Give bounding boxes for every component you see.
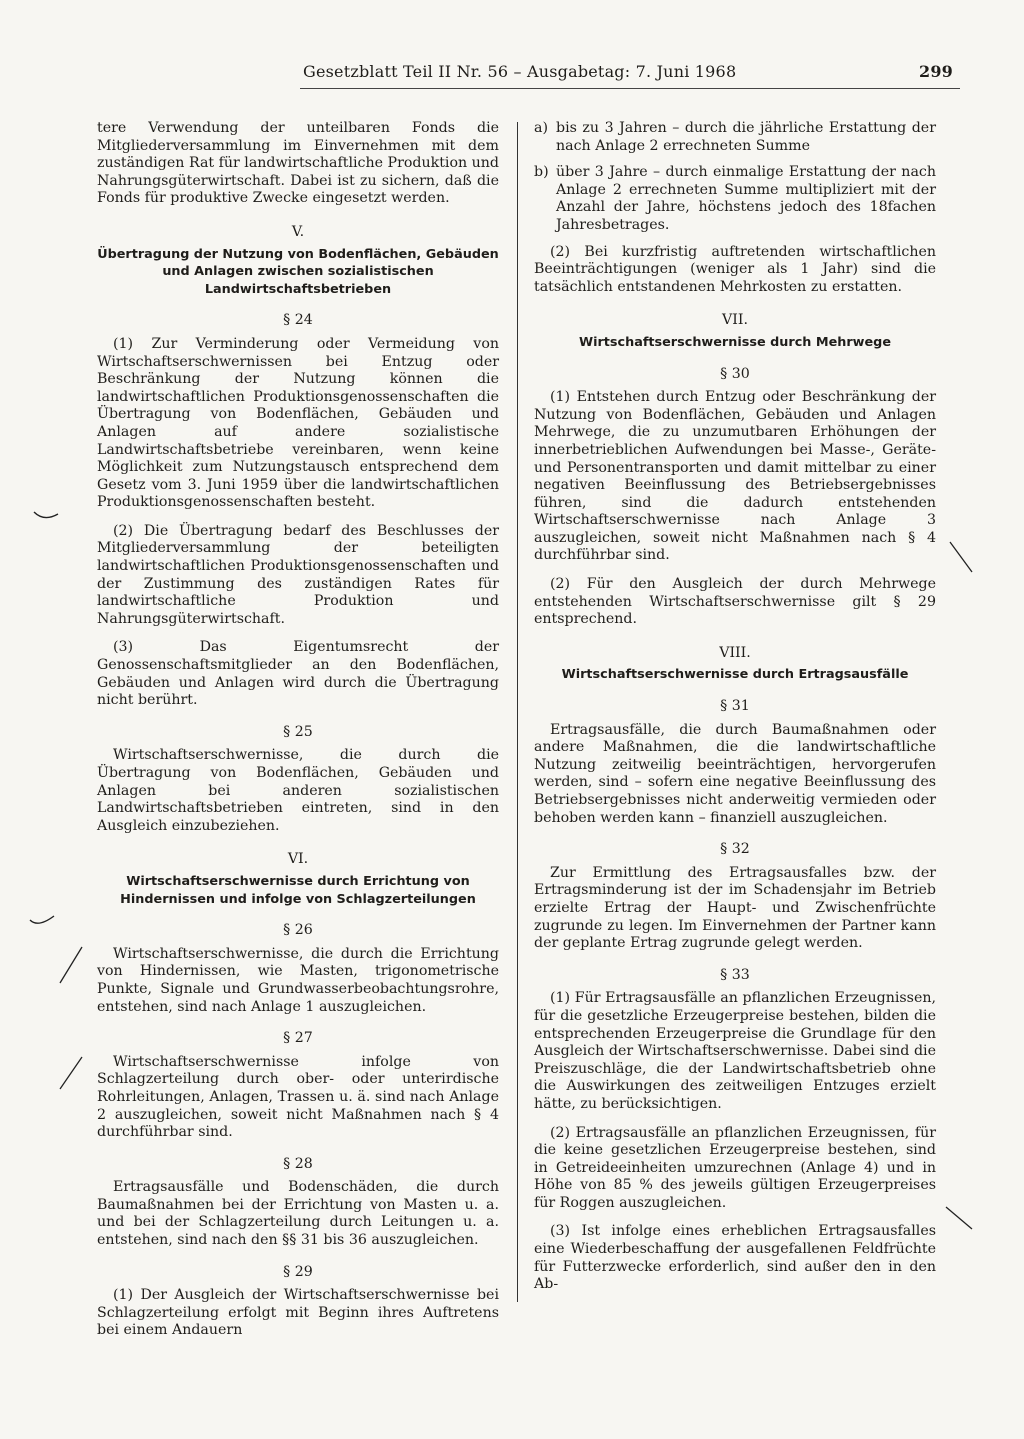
list-item-a bbox=[534, 120, 936, 155]
page-number: 299 bbox=[919, 62, 953, 81]
section-v-number: V. bbox=[291, 223, 305, 240]
paragraph-30-2: (2) Für den Ausgleich der durch Mehrwege entstehenden Wirtschaftserschwernisse gilt § 29 entsprechend. bbox=[534, 576, 936, 628]
paragraph-26-heading: § 26 bbox=[283, 922, 313, 939]
paragraph-29-1: (1) Der Ausgleich der Wirtschaftserschwernisse bei Schlagzerteilung erfolgt mit Beginn ihres Auftretens bei einem Andauern bbox=[97, 1287, 499, 1339]
section-vi-number: VI. bbox=[287, 851, 309, 868]
paragraph-27-1: Wirtschaftserschwernisse infolge von Schlagzerteilung durch ober- oder unterirdische Rohrleitungen, Anlagen, Trassen u. ä. sind nach Anlage 2 auszugleichen, soweit nicht Maßnahmen nach § 4 durchführbar sind. bbox=[97, 1053, 499, 1141]
paragraph-27-heading: § 27 bbox=[283, 1030, 313, 1047]
section-vii-title: Wirtschaftserschwernisse durch Mehrwege bbox=[578, 334, 892, 350]
paragraph-28-1: Ertragsausfälle und Bodenschäden, die durch Baumaßnahmen bei der Errichtung von Masten u. a. und bei der Schlagzerteilung durch Leitungen u. a. entstehen, sind nach den §§ 31 bis 36 auszugleichen. bbox=[97, 1179, 499, 1249]
header-rule bbox=[300, 88, 960, 89]
paragraph-26-1: Wirtschaftserschwernisse, die durch die Errichtung von Hindernissen, wie Masten, trigonometrische Punkte, Signale und Grundwasserbeobachtungsrohre, entstehen, sind nach Anlage 1 auszugleichen. bbox=[97, 945, 499, 1015]
running-header: Gesetzblatt Teil II Nr. 56 – Ausgabetag: 7. Juni 1968 bbox=[303, 62, 737, 81]
left-column bbox=[97, 120, 499, 1351]
right-column bbox=[534, 120, 936, 1305]
section-viii-title: Wirtschaftserschwernisse durch Ertragsausfälle bbox=[561, 667, 909, 683]
list-text-b: über 3 Jahre – durch einmalige Erstattung der nach Anlage 2 errechneten Summe multipliziert mit der Anzahl der Jahre, höchstens jedoch des 18fachen Jahresbetrages. bbox=[556, 164, 936, 233]
paragraph-25-1: Wirtschaftserschwernisse, die durch die Übertragung von Bodenflächen, Gebäuden und Anlagen bei anderen sozialistischen Landwirtschaftsbetrieben eintreten, sind in den Ausgleich einzubeziehen. bbox=[97, 747, 499, 834]
paragraph-25-heading: § 25 bbox=[283, 723, 313, 740]
section-vii-number: VII. bbox=[722, 312, 748, 329]
paragraph-28-heading: § 28 bbox=[283, 1155, 313, 1172]
paragraph-31-1: Ertragsausfälle, die durch Baumaßnahmen oder andere Maßnahmen, die die landwirtschaftliche Nutzung zeitweilig beeinträchtigen, hervorgerufen werden, sind – sofern eine negative Beeinflussung des Betriebsergebnisses nicht anderweitig vermieden oder behoben werden kann – finanziell auszugleichen. bbox=[534, 721, 936, 826]
section-viii-number: VIII. bbox=[719, 644, 751, 661]
section-v-title: Übertragung der Nutzung von Bodenflächen, Gebäuden und Anlagen zwischen sozialistischen Landwirtschaftsbetrieben bbox=[97, 246, 499, 297]
paragraph-29-heading: § 29 bbox=[283, 1263, 313, 1280]
paragraph-24-3: (3) Das Eigentumsrecht der Genossenschaftsmitglieder an den Bodenflächen, Gebäuden und Anlagen wird durch die Übertragung nicht berührt. bbox=[97, 639, 499, 709]
intro-paragraph: tere Verwendung der unteilbaren Fonds die Mitgliederversammlung im Einvernehmen mit dem zuständigen Rat für landwirtschaftliche Produktion und Nahrungsgüterwirtschaft. Dabei ist zu sichern, daß die Fonds für produktive Zwecke eingesetzt werden. bbox=[97, 120, 499, 207]
paragraph-32-1: Zur Ermittlung des Ertragsausfalles bzw. der Ertragsminderung ist der im Schadensjahr im Betrieb erzielte Ertrag der Haupt- und Zwischenfrüchte zugrunde zu legen. Im Einvernehmen der Partner kann der geplante Ertrag zugrunde gelegt werden. bbox=[534, 864, 936, 952]
paragraph-33-2: (2) Ertragsausfälle an pflanzlichen Erzeugnissen, für die keine gesetzlichen Erzeugerpreise bestehen, sind in Getreideeinheiten umzurechnen (Anlage 4) und in Höhe von 85 % des jeweils gültigen Erzeugerpreises für Roggen auszugleichen. bbox=[534, 1124, 936, 1211]
paragraph-31-heading: § 31 bbox=[720, 698, 750, 715]
paragraph-24-2: (2) Die Übertragung bedarf des Beschlusses der Mitgliederversammlung der beteiligten landwirtschaftlichen Produktionsgenossenschaften und der Zustimmung des zuständigen Rates für landwirtschaftliche Produktion und Nahrungsgüterwirtschaft. bbox=[97, 522, 499, 627]
paragraph-30-heading: § 30 bbox=[720, 365, 750, 382]
section-vi-title: Wirtschaftserschwernisse durch Errichtung von Hindernissen und infolge von Schlagzerteilungen bbox=[120, 873, 476, 907]
paragraph-24-heading: § 24 bbox=[283, 312, 313, 329]
paragraph-33-3: (3) Ist infolge eines erheblichen Ertragsausfalles eine Wiederbeschaffung der ausgefallenen Feldfrüchte für Futterzwecke erforderlich, sind außer den in den Ab- bbox=[534, 1223, 936, 1293]
paragraph-30-1: (1) Entstehen durch Entzug oder Beschränkung der Nutzung von Bodenflächen, Gebäuden und Anlagen Mehrwege, die zu unzumutbaren Erhöhungen der innerbetrieblichen Aufwendungen bei Masse-, Geräte- und Personentransporten und damit mittelbar zu einer negativen Beeinflussung des Betriebsergebnisses führen, sind die dadurch entstehenden Wirtschaftserschwernisse nach Anlage 3 auszugleichen, soweit nicht Maßnahmen nach § 4 durchführbar sind. bbox=[534, 389, 936, 564]
paragraph-33-heading: § 33 bbox=[720, 966, 750, 983]
list-item-b bbox=[534, 164, 936, 234]
paragraph-33-1: (1) Für Ertragsausfälle an pflanzlichen Erzeugnissen, für die gesetzliche Erzeugerpreise bestehen, bilden die entsprechenden Erzeugerpreise die Grundlage für den Ausgleich der Wirtschaftserschwernisse. Dabei sind die Preiszuschläge, die der Landwirtschaftsbetrieb ohne die Auswirkungen des zeitweiligen Entzuges erzielt hätte, zu berücksichtigen. bbox=[534, 990, 936, 1112]
paragraph-24-1: (1) Zur Verminderung oder Vermeidung von Wirtschaftserschwernissen bei Entzug oder Beschränkung der Nutzung können die landwirtschaftlichen Produktionsgenossenschaften die Übertragung von Bodenflächen, Gebäuden und Anlagen auf andere sozialistische Landwirtschaftsbetriebe vereinbaren, wenn keine Möglichkeit zum Nutzungstausch entsprechend dem Gesetz vom 3. Juni 1959 über die landwirtschaftlichen Produktionsgenossenschaften besteht. bbox=[97, 335, 499, 511]
paragraph-29-2: (2) Bei kurzfristig auftretenden wirtschaftlichen Beeinträchtigungen (weniger als 1 Jahr) sind die tatsächlich entstandenen Mehrkosten zu erstatten. bbox=[534, 243, 936, 295]
list-text-a: bis zu 3 Jahren – durch die jährliche Erstattung der nach Anlage 2 errechneten Summe bbox=[556, 120, 936, 154]
page-header bbox=[303, 62, 953, 86]
paragraph-32-heading: § 32 bbox=[720, 841, 750, 858]
list-label-a: a) bbox=[534, 120, 548, 136]
column-divider bbox=[517, 122, 518, 1302]
list-label-b: b) bbox=[534, 164, 549, 181]
